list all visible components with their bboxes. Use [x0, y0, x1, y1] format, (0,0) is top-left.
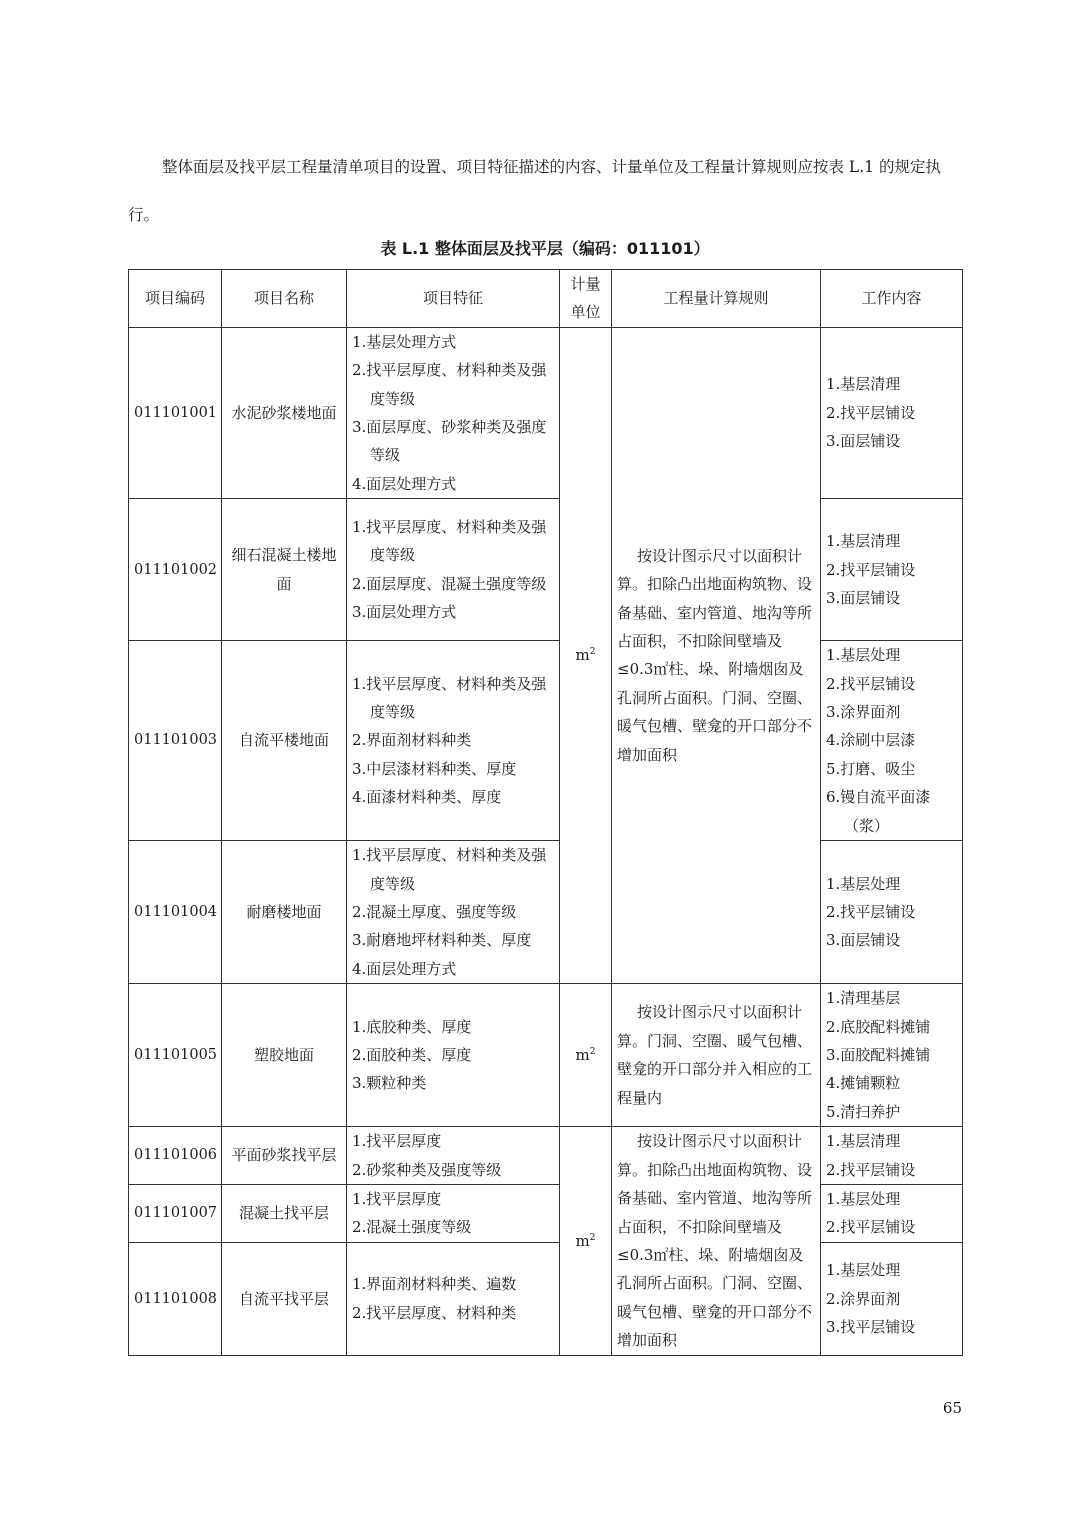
item-name: 水泥砂浆楼地面	[222, 327, 347, 498]
header-work: 工作内容	[821, 270, 963, 328]
feature-line: 1.找平层厚度、材料种类及强度等级	[352, 517, 547, 565]
feature-line: 3.颗粒种类	[352, 1074, 427, 1093]
item-name: 自流平楼地面	[222, 641, 347, 841]
feature-line: 1.找平层厚度	[352, 1132, 442, 1151]
rule-text: 按设计图示尺寸以面积计算。扣除凸出地面构筑物、设备基础、室内管道、地沟等所占面积，不扣除间壁墙及≤0.3㎡柱、垛、附墙烟囱及孔洞所占面积。门洞、空圈、暖气包槽、壁龛的开口部分不增加面积	[617, 1132, 813, 1350]
unit-value: m	[575, 1231, 590, 1250]
intro-paragraph: 整体面层及找平层工程量清单项目的设置、项目特征描述的内容、计量单位及工程量计算规则应按表 L.1 的规定执行。	[128, 158, 941, 224]
work-line: 4.涂刷中层漆	[826, 731, 916, 750]
item-work	[821, 984, 963, 1127]
feature-line: 2.找平层厚度、材料种类	[352, 1303, 517, 1322]
work-line: 3.找平层铺设	[826, 1317, 916, 1336]
feature-line: 2.砂浆种类及强度等级	[352, 1160, 502, 1179]
feature-line: 2.找平层厚度、材料种类及强度等级	[352, 361, 547, 408]
unit-cell	[560, 1127, 612, 1356]
work-line: 5.打磨、吸尘	[826, 759, 916, 778]
item-features	[347, 984, 560, 1127]
feature-line: 4.面漆材料种类、厚度	[352, 788, 502, 807]
table-caption: 表 L.1 整体面层及找平层（编码：011101）	[380, 239, 710, 258]
table-row	[129, 1242, 963, 1355]
feature-line: 1.基层处理方式	[352, 332, 457, 351]
feature-line: 1.找平层厚度、材料种类及强度等级	[352, 846, 547, 893]
header-unit: 计量单位	[560, 270, 612, 328]
work-line: 3.面层铺设	[826, 931, 901, 950]
item-features	[347, 641, 560, 841]
table-row	[129, 1184, 963, 1242]
feature-line: 1.找平层厚度	[352, 1189, 442, 1208]
item-work	[821, 1184, 963, 1242]
header-code: 项目编码	[129, 270, 222, 328]
rule-text: 按设计图示尺寸以面积计算。门洞、空圈、暖气包槽、壁龛的开口部分并入相应的工程量内	[617, 1003, 813, 1107]
feature-line: 2.面胶种类、厚度	[352, 1045, 472, 1064]
work-line: 1.基层处理	[826, 874, 901, 893]
item-code: 011101008	[129, 1242, 222, 1355]
item-work	[821, 1242, 963, 1355]
feature-line: 1.底胶种类、厚度	[352, 1017, 472, 1036]
rule-text: 按设计图示尺寸以面积计算。扣除凸出地面构筑物、设备基础、室内管道、地沟等所占面积，不扣除间壁墙及≤0.3㎡柱、垛、附墙烟囱及孔洞所占面积。门洞、空圈、暖气包槽、壁龛的开口部分不增加面积	[617, 546, 813, 764]
table-row	[129, 1127, 963, 1185]
header-features: 项目特征	[347, 270, 560, 328]
work-line: 1.基层处理	[826, 646, 901, 665]
feature-line: 3.面层处理方式	[352, 603, 457, 622]
unit-power: 2	[589, 647, 596, 658]
feature-line: 4.面层处理方式	[352, 959, 457, 978]
item-features	[347, 1184, 560, 1242]
work-line: 1.基层清理	[826, 532, 901, 551]
unit-value: m	[575, 1045, 590, 1064]
item-name: 平面砂浆找平层	[222, 1127, 347, 1185]
rule-cell	[612, 984, 821, 1127]
unit-power: 2	[589, 1232, 596, 1243]
item-features	[347, 327, 560, 498]
item-features	[347, 499, 560, 641]
work-line: 1.基层清理	[826, 375, 901, 394]
work-line: 2.找平层铺设	[826, 1218, 916, 1237]
item-code: 011101007	[129, 1184, 222, 1242]
unit-cell	[560, 327, 612, 983]
unit-power: 2	[589, 1046, 596, 1057]
work-line: 4.摊铺颗粒	[826, 1074, 901, 1093]
item-code: 011101003	[129, 641, 222, 841]
item-work	[821, 327, 963, 498]
feature-line: 2.混凝土厚度、强度等级	[352, 902, 517, 921]
feature-line: 3.中层漆材料种类、厚度	[352, 759, 517, 778]
header-rule: 工程量计算规则	[612, 270, 821, 328]
header-name: 项目名称	[222, 270, 347, 328]
work-line: 6.镘自流平面漆（浆）	[826, 788, 931, 835]
work-line: 2.找平层铺设	[826, 902, 916, 921]
table-row	[129, 841, 963, 984]
feature-line: 2.面层厚度、混凝土强度等级	[352, 574, 547, 593]
table-row	[129, 327, 963, 498]
work-line: 1.清理基层	[826, 989, 901, 1008]
work-line: 2.找平层铺设	[826, 1160, 916, 1179]
item-code: 011101005	[129, 984, 222, 1127]
item-work	[821, 841, 963, 984]
work-line: 5.清扫养护	[826, 1102, 901, 1121]
work-line: 3.面层铺设	[826, 432, 901, 451]
work-line: 3.面层铺设	[826, 588, 901, 607]
item-work	[821, 641, 963, 841]
work-line: 3.涂界面剂	[826, 703, 901, 722]
unit-value: m	[575, 646, 590, 665]
work-line: 1.基层清理	[826, 1132, 901, 1151]
item-name: 细石混凝土楼地面	[222, 499, 347, 641]
item-code: 011101001	[129, 327, 222, 498]
work-line: 2.底胶配料摊铺	[826, 1017, 931, 1036]
page-number: 65	[942, 1399, 962, 1417]
item-work	[821, 1127, 963, 1185]
item-name: 耐磨楼地面	[222, 841, 347, 984]
work-line: 2.找平层铺设	[826, 403, 916, 422]
table-row	[129, 641, 963, 841]
spec-table	[128, 269, 963, 1356]
item-features	[347, 1242, 560, 1355]
unit-cell	[560, 984, 612, 1127]
feature-line: 1.界面剂材料种类、遍数	[352, 1275, 517, 1294]
item-code: 011101002	[129, 499, 222, 641]
feature-line: 3.面层厚度、砂浆种类及强度等级	[352, 418, 547, 465]
feature-line: 2.混凝土强度等级	[352, 1218, 472, 1237]
item-name: 塑胶地面	[222, 984, 347, 1127]
item-code: 011101006	[129, 1127, 222, 1185]
feature-line: 4.面层处理方式	[352, 474, 457, 493]
table-header-row	[129, 270, 963, 328]
work-line: 2.涂界面剂	[826, 1289, 901, 1308]
rule-cell	[612, 1127, 821, 1356]
item-features	[347, 1127, 560, 1185]
item-code: 011101004	[129, 841, 222, 984]
item-name: 混凝土找平层	[222, 1184, 347, 1242]
work-line: 1.基层处理	[826, 1261, 901, 1280]
item-features	[347, 841, 560, 984]
work-line: 1.基层处理	[826, 1189, 901, 1208]
table-row	[129, 499, 963, 641]
work-line: 2.找平层铺设	[826, 674, 916, 693]
table-row	[129, 984, 963, 1127]
rule-cell	[612, 327, 821, 983]
work-line: 3.面胶配料摊铺	[826, 1045, 931, 1064]
item-work	[821, 499, 963, 641]
feature-line: 2.界面剂材料种类	[352, 731, 472, 750]
item-name: 自流平找平层	[222, 1242, 347, 1355]
feature-line: 3.耐磨地坪材料种类、厚度	[352, 931, 532, 950]
work-line: 2.找平层铺设	[826, 560, 916, 579]
feature-line: 1.找平层厚度、材料种类及强度等级	[352, 674, 547, 722]
